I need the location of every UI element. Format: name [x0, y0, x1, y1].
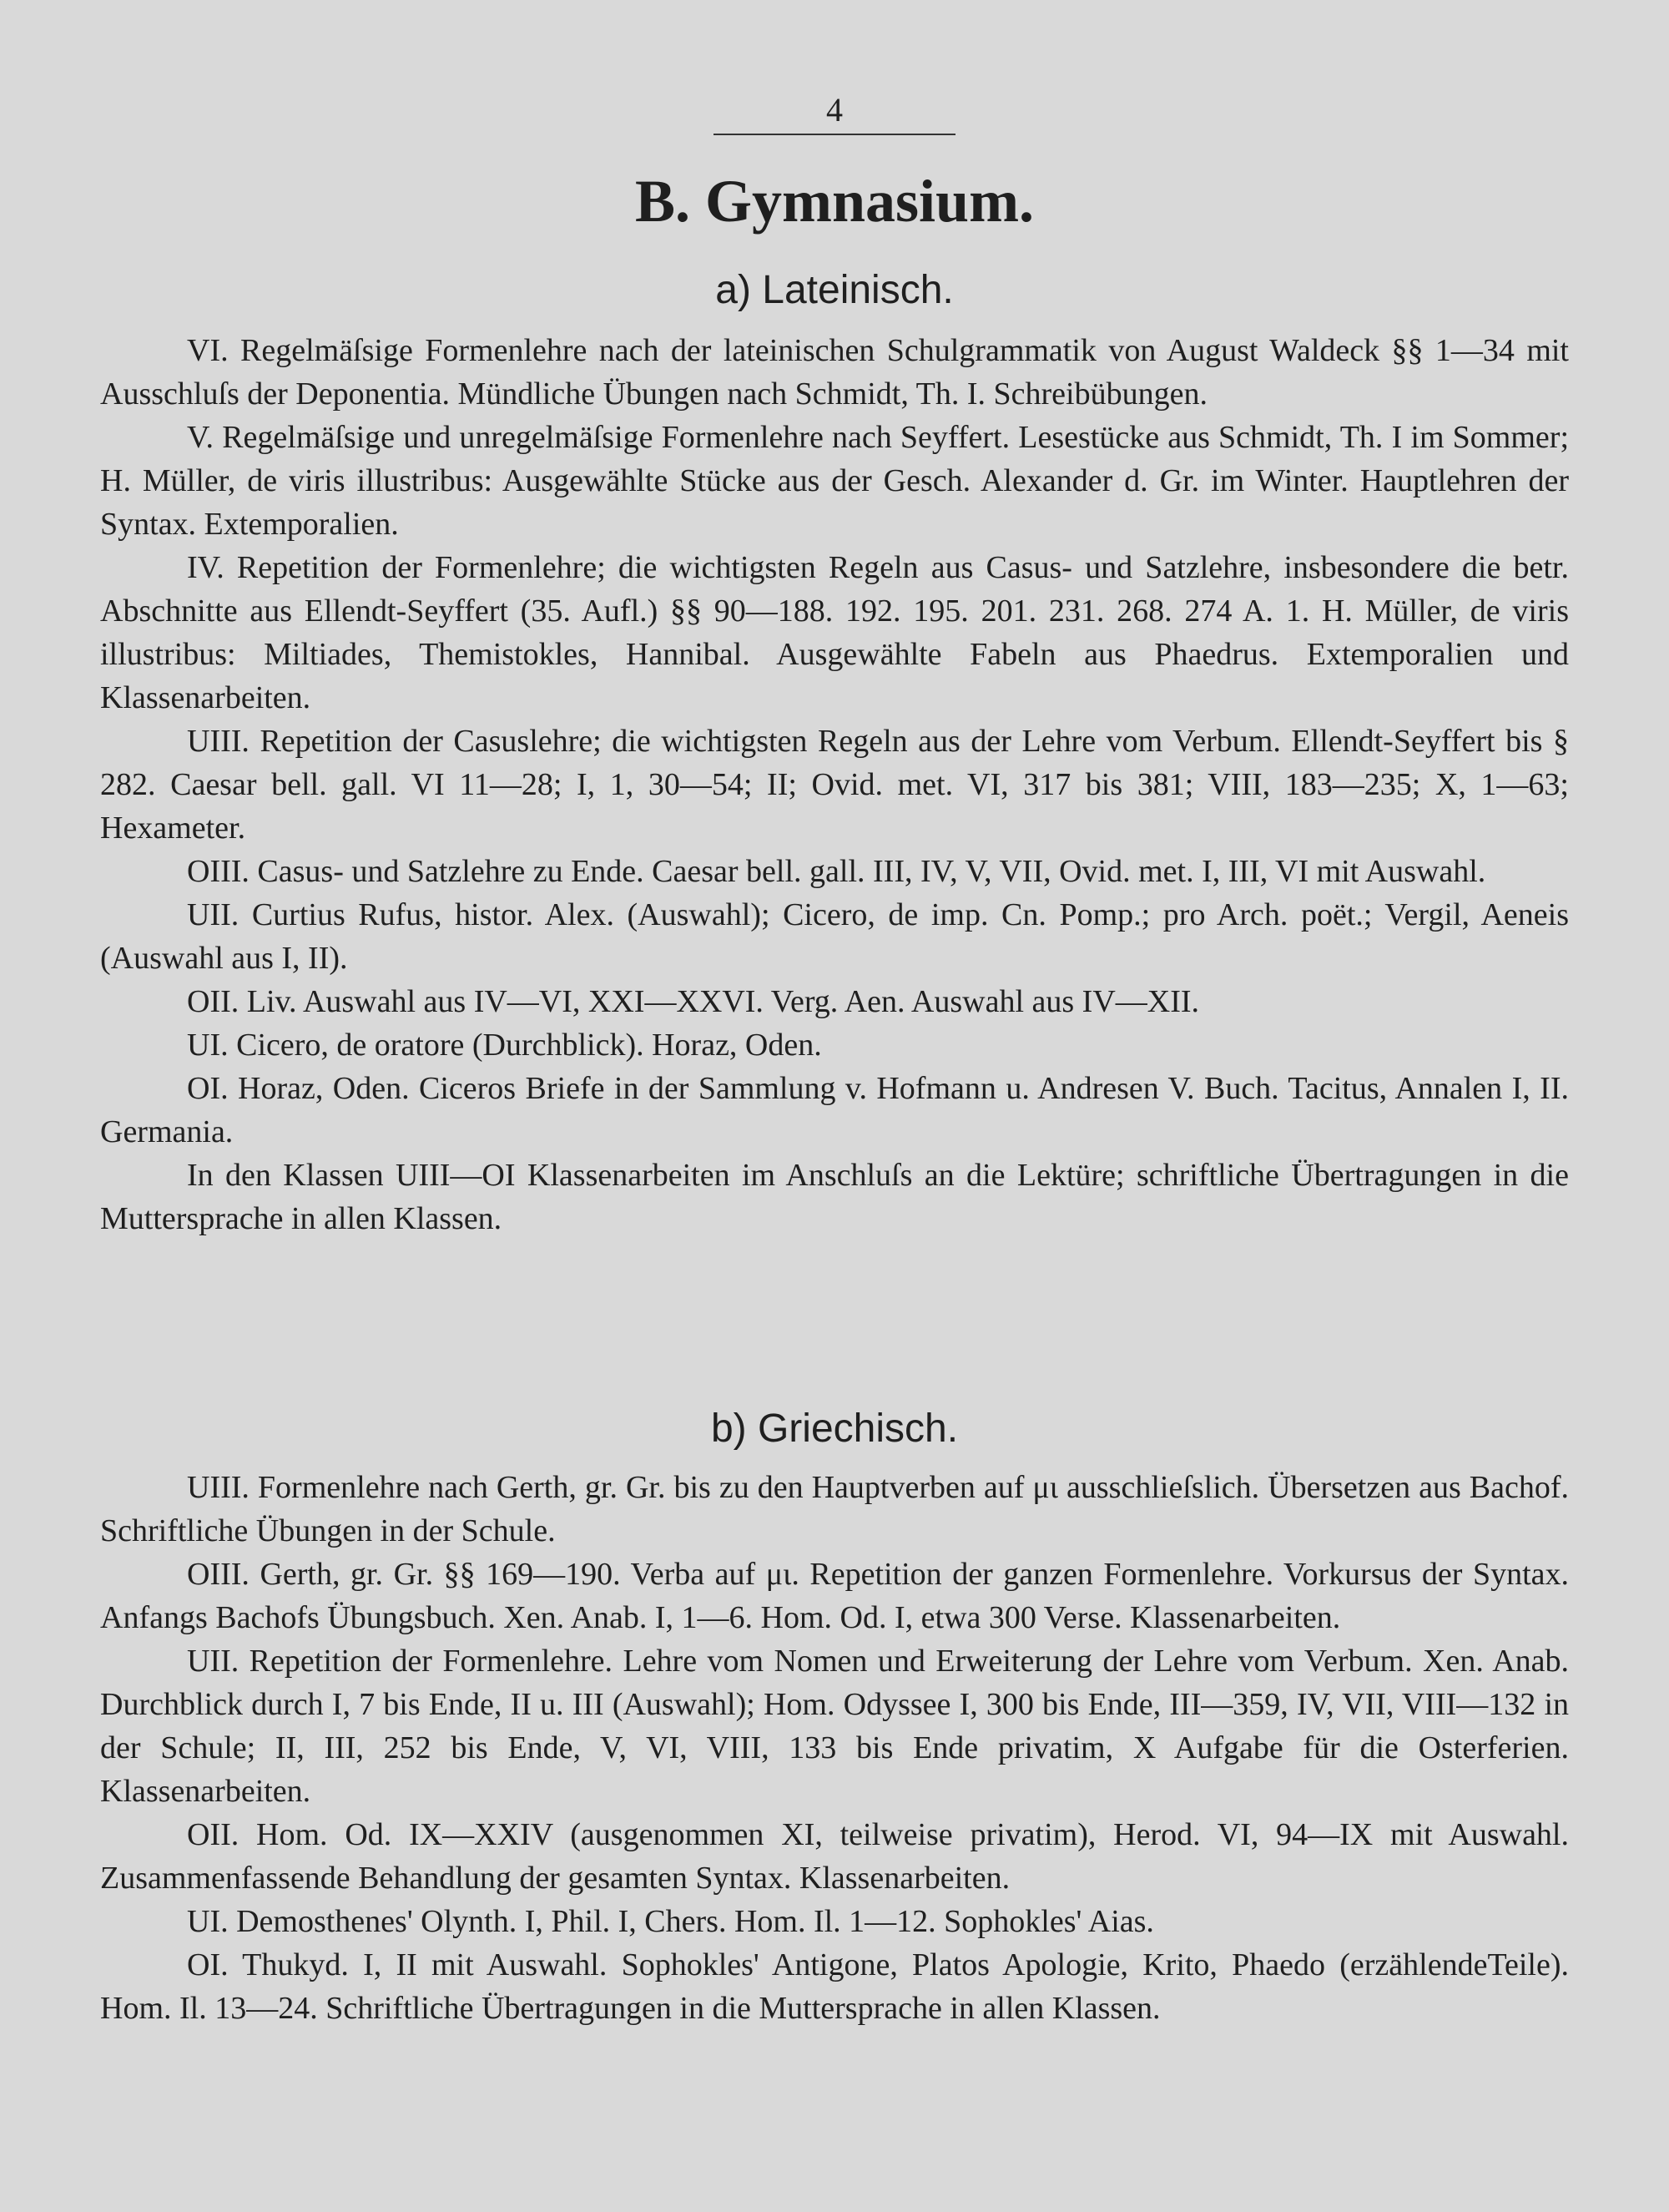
latin-paragraph-oiii: OIII. Casus- und Satzlehre zu Ende. Caesar bell. gall. III, IV, V, VII, Ovid. met. I, III, VI mit Auswahl. [187, 854, 1486, 889]
greek-paragraph-ui: UI. Demosthenes' Olynth. I, Phil. I, Chers. Hom. Il. 1—12. Sophokles' Aias. [187, 1904, 1154, 1939]
greek-paragraph-oi: OI. Thukyd. I, II mit Auswahl. Sophokles' Antigone, Platos Apologie, Krito, Phaedo (erzählendeTeile). Hom. Il. 13—24. Schriftliche Übertragungen in die Muttersprache in allen Klassen. [100, 1947, 1569, 2026]
latin-paragraph-uiii: UIII. Repetition der Casuslehre; die wichtigsten Regeln aus der Lehre vom Verbum. Ellendt-Seyffert bis § 282. Caesar bell. gall. VI 11—28; I, 1, 30—54; II; Ovid. met. VI, 317 bis 381; VIII, 183—235; X, 1—63; Hexameter. [100, 724, 1569, 846]
section-greek [100, 1466, 1569, 2030]
section-heading-greek: b) Griechisch. [710, 1406, 959, 1451]
latin-paragraph-iv: IV. Repetition der Formenlehre; die wichtigsten Regeln aus Casus- und Satzlehre, insbesondere die betr. Abschnitte aus Ellendt-Seyffert (35. Aufl.) §§ 90—188. 192. 195. 201. 231. 268. 274 A. 1. H. Müller, de viris illustribus: Miltiades, Themistokles, Hannibal. Ausgewählte Fabeln aus Phaedrus. Extemporalien und Klassenarbeiten. [100, 550, 1569, 715]
latin-paragraph-v: V. Regelmäſsige und unregelmäſsige Formenlehre nach Seyffert. Lesestücke aus Schmidt, Th. I im Sommer; H. Müller, de viris illustribus: Ausgewählte Stücke aus der Gesch. Alexander d. Gr. im Winter. Hauptlehren der Syntax. Extemporalien. [100, 420, 1569, 542]
greek-paragraph-oiii: OIII. Gerth, gr. Gr. §§ 169—190. Verba auf μι. Repetition der ganzen Formenlehre. Vorkursus der Syntax. Anfangs Bachofs Übungsbuch. Xen. Anab. I, 1—6. Hom. Od. I, etwa 300 Verse. Klassenarbeiten. [100, 1557, 1569, 1635]
header-rule [713, 134, 956, 135]
latin-paragraph-uii: UII. Curtius Rufus, histor. Alex. (Auswahl); Cicero, de imp. Cn. Pomp.; pro Arch. poët.; Vergil, Aeneis (Auswahl aus I, II). [100, 897, 1569, 976]
latin-paragraph-vi: VI. Regelmäſsige Formenlehre nach der lateinischen Schulgrammatik von August Waldeck §§ 1—34 mit Ausschluſs der Deponentia. Mündliche Übungen nach Schmidt, Th. I. Schreibübungen. [100, 333, 1569, 412]
page-title: B. Gymnasium. [634, 168, 1035, 235]
page-number: 4 [826, 91, 843, 129]
greek-paragraph-oii: OII. Hom. Od. IX—XXIV (ausgenommen XI, teilweise privatim), Herod. VI, 94—IX mit Auswahl. Zusammenfassende Behandlung der gesamten Syntax. Klassenarbeiten. [100, 1817, 1569, 1896]
greek-paragraph-uii: UII. Repetition der Formenlehre. Lehre vom Nomen und Erweiterung der Lehre vom Verbum. Xen. Anab. Durchblick durch I, 7 bis Ende, II u. III (Auswahl); Hom. Odyssee I, 300 bis Ende, III—359, IV, VII, VIII—132 in der Schule; II, III, 252 bis Ende, V, VI, VIII, 133 bis Ende privatim, X Aufgabe für die Osterferien. Klassenarbeiten. [100, 1644, 1569, 1809]
section-latin [100, 329, 1569, 1240]
latin-paragraph-oii: OII. Liv. Auswahl aus IV—VI, XXI—XXVI. Verg. Aen. Auswahl aus IV—XII. [187, 984, 1200, 1019]
greek-paragraph-uiii: UIII. Formenlehre nach Gerth, gr. Gr. bis zu den Hauptverben auf μι ausschlieſslich. Übersetzen aus Bachof. Schriftliche Übungen in der Schule. [100, 1470, 1569, 1548]
latin-paragraph-summary: In den Klassen UIII—OI Klassenarbeiten im Anschluſs an die Lektüre; schriftliche Übertragungen in die Muttersprache in allen Klassen. [100, 1158, 1569, 1236]
section-heading-latin: a) Lateinisch. [715, 268, 954, 312]
latin-paragraph-ui: UI. Cicero, de oratore (Durchblick). Horaz, Oden. [187, 1028, 822, 1063]
latin-paragraph-oi: OI. Horaz, Oden. Ciceros Briefe in der Sammlung v. Hofmann u. Andresen V. Buch. Tacitus, Annalen I, II. Germania. [100, 1071, 1569, 1149]
